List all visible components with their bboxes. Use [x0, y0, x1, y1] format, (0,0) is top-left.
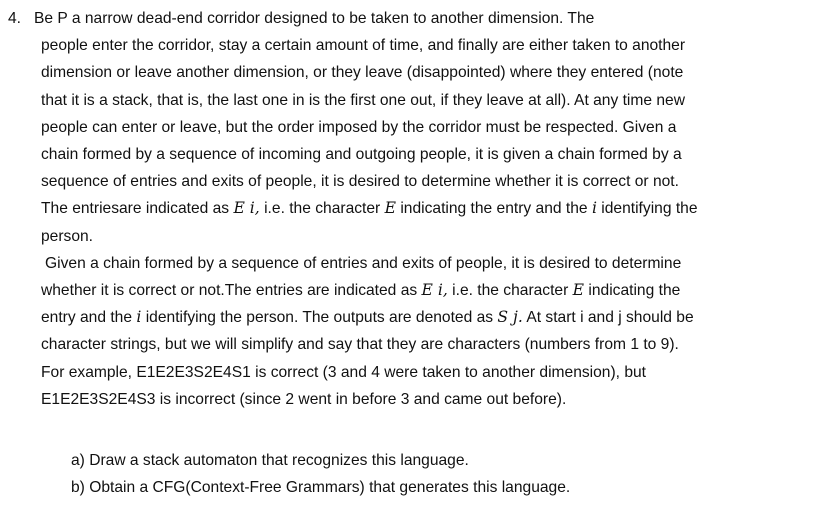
math-variable: S j. — [497, 308, 523, 327]
math-variable: E — [572, 281, 585, 300]
math-variable: E i, — [233, 199, 260, 218]
problem-line-12 — [8, 304, 816, 331]
text-fragment: The entriesare indicated as — [41, 200, 230, 218]
text-fragment: i.e. the character — [264, 200, 381, 218]
text-fragment: i.e. the character — [452, 282, 569, 300]
math-variable: E i, — [421, 281, 448, 300]
problem-number: 4. — [8, 10, 22, 27]
problem-line-6: chain formed by a sequence of incoming and outgoing people, it is given a chain formed by a — [41, 146, 682, 164]
problem-line-5: people can enter or leave, but the order imposed by the corridor must be respected. Given a — [41, 118, 677, 136]
problem-line-4: that it is a stack, that is, the last one in is the first one out, if they leave at all). At any time new — [41, 91, 685, 109]
math-variable: i — [136, 308, 142, 327]
text-fragment: entry and the — [41, 309, 133, 327]
problem-line-1 — [8, 5, 816, 32]
problem-line-8 — [8, 195, 816, 222]
problem-line-15: E1E2E3S2E4S3 is incorrect (since 2 went in before 3 and came out before). — [41, 390, 567, 408]
text-fragment: identifying the — [601, 200, 698, 218]
text-fragment: indicating the entry and the — [400, 200, 588, 218]
text-fragment: indicating the — [588, 282, 681, 300]
sub-question-b: b) Obtain a CFG(Context-Free Grammars) that generates this language. — [71, 479, 571, 497]
problem-statement — [8, 5, 816, 413]
math-variable: i — [591, 199, 597, 218]
problem-line-2: people enter the corridor, stay a certain amount of time, and finally are either taken to another — [41, 37, 686, 55]
sub-question-a: a) Draw a stack automaton that recognizes this language. — [71, 452, 469, 469]
text-fragment: identifying the person. The outputs are denoted as — [145, 309, 494, 327]
problem-text: Be P a narrow dead-end corridor designed to be taken to another dimension. The — [34, 10, 595, 27]
problem-line-11 — [8, 277, 816, 304]
problem-line-3: dimension or leave another dimension, or they leave (disappointed) where they entered (note — [41, 64, 684, 82]
problem-line-7: sequence of entries and exits of people, it is desired to determine whether it is correct or not. — [41, 173, 679, 191]
problem-line-9: person. — [41, 227, 94, 245]
text-fragment: whether it is correct or not.The entries are indicated as — [41, 282, 418, 300]
problem-line-10: Given a chain formed by a sequence of entries and exits of people, it is desired to determine — [45, 254, 682, 272]
problem-line-13: character strings, but we will simplify and say that they are characters (numbers from 1 to 9). — [41, 336, 679, 354]
math-variable: E — [384, 199, 396, 218]
problem-line-14: For example, E1E2E3S2E4S1 is correct (3 and 4 were taken to another dimension), but — [41, 363, 647, 381]
sub-questions — [71, 447, 570, 501]
text-fragment: At start i and j should be — [526, 309, 694, 327]
